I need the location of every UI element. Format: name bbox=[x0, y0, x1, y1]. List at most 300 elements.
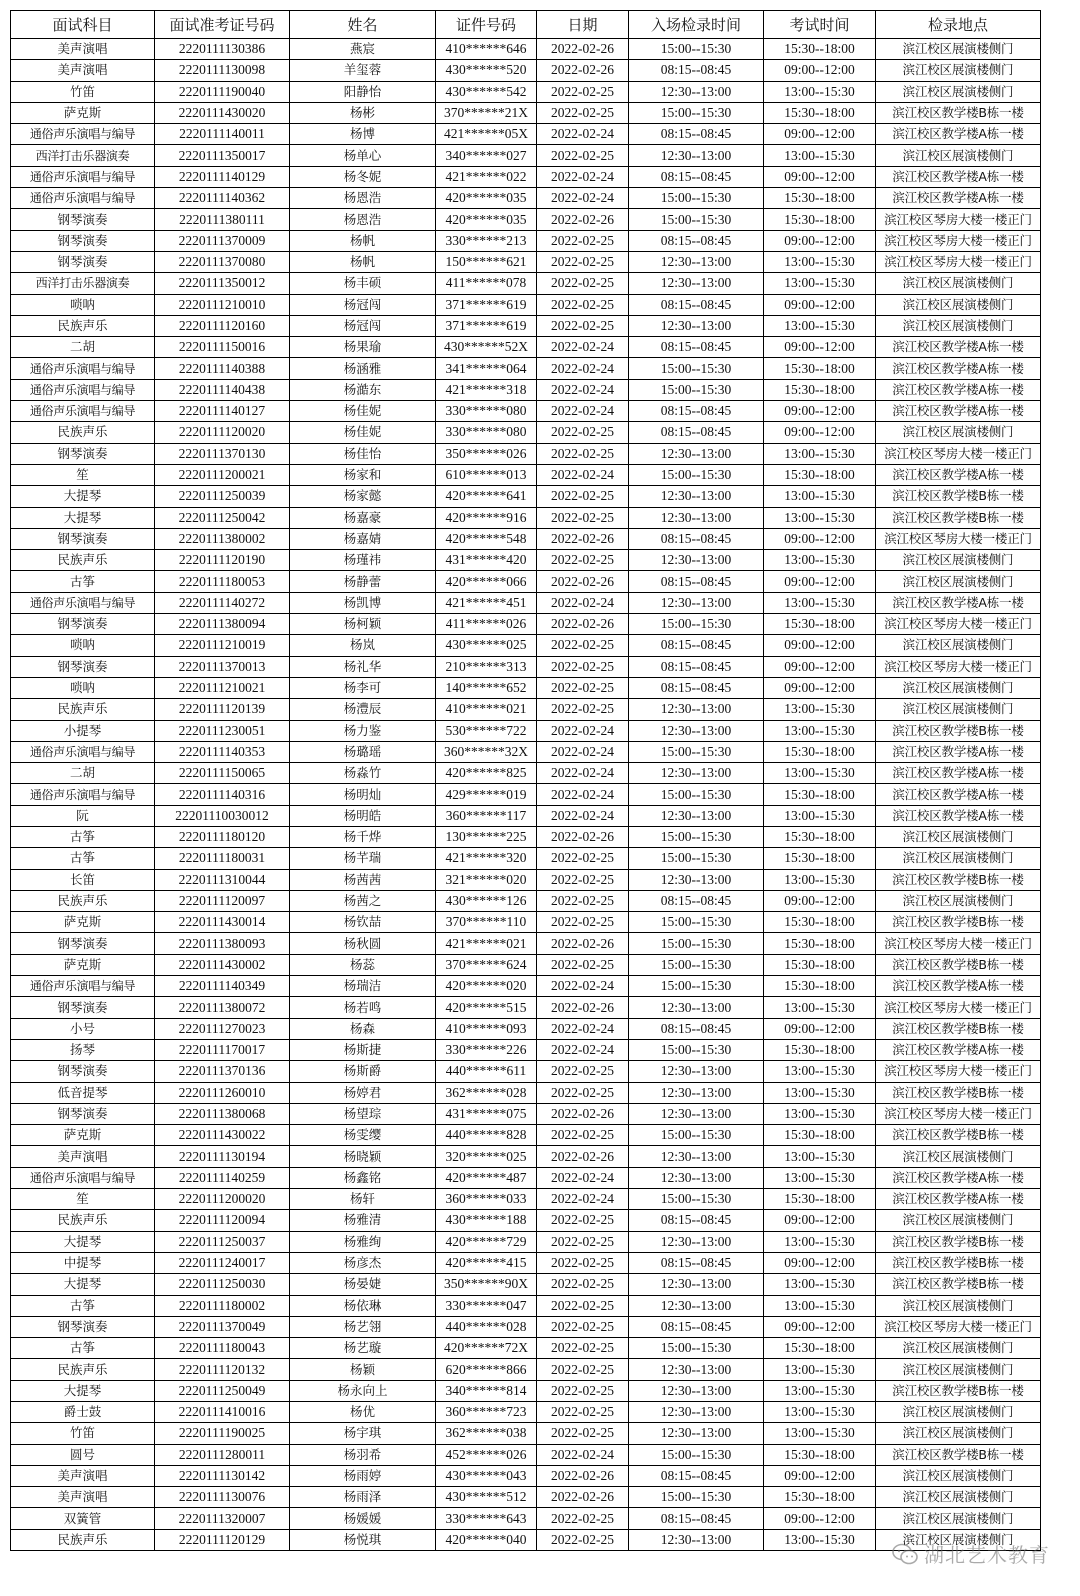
cell-exam-time: 13:00--15:30 bbox=[764, 592, 876, 613]
cell-checkin-location: 滨江校区教学楼B栋一楼 bbox=[876, 912, 1041, 933]
cell-date: 2022-02-25 bbox=[537, 1316, 629, 1337]
cell-checkin-time: 08:15--08:45 bbox=[629, 635, 764, 656]
table-row bbox=[11, 784, 1041, 805]
table-row bbox=[11, 869, 1041, 890]
cell-date: 2022-02-26 bbox=[537, 1103, 629, 1124]
cell-date: 2022-02-26 bbox=[537, 528, 629, 549]
cell-exam-time: 15:30--18:00 bbox=[764, 954, 876, 975]
cell-checkin-location: 滨江校区教学楼A栋一楼 bbox=[876, 124, 1041, 145]
cell-name: 杨冠闯 bbox=[290, 315, 436, 336]
cell-checkin-location: 滨江校区教学楼B栋一楼 bbox=[876, 102, 1041, 123]
cell-ticket-number: 2220111120094 bbox=[155, 1210, 290, 1231]
cell-id-number: 330******643 bbox=[436, 1508, 537, 1529]
cell-ticket-number: 2220111140353 bbox=[155, 741, 290, 762]
cell-checkin-time: 12:30--13:00 bbox=[629, 869, 764, 890]
cell-subject: 钢琴演奏 bbox=[11, 230, 155, 251]
cell-checkin-time: 12:30--13:00 bbox=[629, 1231, 764, 1252]
cell-subject: 美声演唱 bbox=[11, 1487, 155, 1508]
cell-subject: 民族声乐 bbox=[11, 1529, 155, 1550]
cell-exam-time: 13:00--15:30 bbox=[764, 1167, 876, 1188]
cell-date: 2022-02-25 bbox=[537, 1380, 629, 1401]
table-row bbox=[11, 1529, 1041, 1550]
cell-checkin-location: 滨江校区教学楼A栋一楼 bbox=[876, 976, 1041, 997]
cell-id-number: 330******226 bbox=[436, 1039, 537, 1060]
cell-ticket-number: 2220111370130 bbox=[155, 443, 290, 464]
cell-date: 2022-02-25 bbox=[537, 315, 629, 336]
cell-date: 2022-02-25 bbox=[537, 912, 629, 933]
table-row bbox=[11, 102, 1041, 123]
cell-subject: 古筝 bbox=[11, 848, 155, 869]
cell-checkin-location: 滨江校区琴房大楼一楼正门 bbox=[876, 443, 1041, 464]
cell-checkin-time: 15:00--15:30 bbox=[629, 1487, 764, 1508]
cell-id-number: 411******026 bbox=[436, 614, 537, 635]
cell-date: 2022-02-26 bbox=[537, 1146, 629, 1167]
cell-date: 2022-02-24 bbox=[537, 784, 629, 805]
cell-ticket-number: 2220111200020 bbox=[155, 1189, 290, 1210]
cell-checkin-location: 滨江校区展演楼侧门 bbox=[876, 1508, 1041, 1529]
cell-ticket-number: 2220111210019 bbox=[155, 635, 290, 656]
cell-name: 杨柯颖 bbox=[290, 614, 436, 635]
cell-checkin-time: 15:00--15:30 bbox=[629, 784, 764, 805]
table-row bbox=[11, 1508, 1041, 1529]
cell-id-number: 362******038 bbox=[436, 1423, 537, 1444]
cell-ticket-number: 2220111250039 bbox=[155, 486, 290, 507]
cell-checkin-location: 滨江校区教学楼B栋一楼 bbox=[876, 507, 1041, 528]
cell-ticket-number: 2220111430002 bbox=[155, 954, 290, 975]
table-row bbox=[11, 422, 1041, 443]
cell-ticket-number: 2220111150016 bbox=[155, 337, 290, 358]
cell-checkin-location: 滨江校区展演楼侧门 bbox=[876, 294, 1041, 315]
cell-id-number: 420******729 bbox=[436, 1231, 537, 1252]
cell-checkin-location: 滨江校区琴房大楼一楼正门 bbox=[876, 1316, 1041, 1337]
exam-schedule-document bbox=[10, 10, 1041, 1551]
cell-ticket-number: 2220111120132 bbox=[155, 1359, 290, 1380]
cell-name: 杨雅清 bbox=[290, 1210, 436, 1231]
header-subject: 面试科目 bbox=[11, 11, 155, 39]
cell-id-number: 440******611 bbox=[436, 1061, 537, 1082]
cell-checkin-time: 12:30--13:00 bbox=[629, 592, 764, 613]
cell-date: 2022-02-25 bbox=[537, 230, 629, 251]
cell-id-number: 410******093 bbox=[436, 1018, 537, 1039]
table-row bbox=[11, 1146, 1041, 1167]
cell-checkin-location: 滨江校区教学楼A栋一楼 bbox=[876, 805, 1041, 826]
cell-subject: 民族声乐 bbox=[11, 699, 155, 720]
cell-exam-time: 15:30--18:00 bbox=[764, 741, 876, 762]
cell-checkin-location: 滨江校区教学楼A栋一楼 bbox=[876, 337, 1041, 358]
table-row bbox=[11, 954, 1041, 975]
cell-date: 2022-02-26 bbox=[537, 39, 629, 60]
cell-id-number: 210******313 bbox=[436, 656, 537, 677]
cell-ticket-number: 2220111120139 bbox=[155, 699, 290, 720]
cell-name: 杨艺翎 bbox=[290, 1316, 436, 1337]
cell-subject: 竹笛 bbox=[11, 81, 155, 102]
cell-ticket-number: 2220111140362 bbox=[155, 188, 290, 209]
cell-subject: 通俗声乐演唱与编导 bbox=[11, 1167, 155, 1188]
cell-id-number: 430******512 bbox=[436, 1487, 537, 1508]
cell-subject: 通俗声乐演唱与编导 bbox=[11, 166, 155, 187]
cell-exam-time: 09:00--12:00 bbox=[764, 1252, 876, 1273]
cell-id-number: 340******027 bbox=[436, 145, 537, 166]
cell-subject: 大提琴 bbox=[11, 1274, 155, 1295]
cell-checkin-time: 08:15--08:45 bbox=[629, 1508, 764, 1529]
cell-checkin-time: 08:15--08:45 bbox=[629, 230, 764, 251]
table-row bbox=[11, 976, 1041, 997]
cell-name: 杨丰硕 bbox=[290, 273, 436, 294]
header-ticket-number: 面试准考证号码 bbox=[155, 11, 290, 39]
cell-checkin-location: 滨江校区琴房大楼一楼正门 bbox=[876, 209, 1041, 230]
cell-checkin-time: 15:00--15:30 bbox=[629, 464, 764, 485]
cell-checkin-time: 08:15--08:45 bbox=[629, 337, 764, 358]
cell-checkin-time: 08:15--08:45 bbox=[629, 422, 764, 443]
cell-subject: 钢琴演奏 bbox=[11, 997, 155, 1018]
cell-id-number: 420******020 bbox=[436, 976, 537, 997]
cell-date: 2022-02-25 bbox=[537, 1231, 629, 1252]
cell-id-number: 320******025 bbox=[436, 1146, 537, 1167]
cell-ticket-number: 2220111320007 bbox=[155, 1508, 290, 1529]
cell-checkin-location: 滨江校区展演楼侧门 bbox=[876, 1402, 1041, 1423]
cell-checkin-time: 08:15--08:45 bbox=[629, 1252, 764, 1273]
cell-subject: 西洋打击乐器演奏 bbox=[11, 145, 155, 166]
cell-ticket-number: 2220111180043 bbox=[155, 1338, 290, 1359]
cell-subject: 通俗声乐演唱与编导 bbox=[11, 592, 155, 613]
cell-exam-time: 13:00--15:30 bbox=[764, 720, 876, 741]
cell-checkin-location: 滨江校区展演楼侧门 bbox=[876, 550, 1041, 571]
cell-checkin-location: 滨江校区展演楼侧门 bbox=[876, 1529, 1041, 1550]
cell-ticket-number: 2220111430020 bbox=[155, 102, 290, 123]
cell-checkin-location: 滨江校区教学楼B栋一楼 bbox=[876, 1231, 1041, 1252]
cell-name: 燕宸 bbox=[290, 39, 436, 60]
cell-checkin-location: 滨江校区展演楼侧门 bbox=[876, 1487, 1041, 1508]
cell-name: 杨礼华 bbox=[290, 656, 436, 677]
cell-date: 2022-02-25 bbox=[537, 273, 629, 294]
cell-date: 2022-02-26 bbox=[537, 209, 629, 230]
cell-subject: 竹笛 bbox=[11, 1423, 155, 1444]
cell-ticket-number: 2220111140316 bbox=[155, 784, 290, 805]
cell-subject: 通俗声乐演唱与编导 bbox=[11, 379, 155, 400]
cell-exam-time: 13:00--15:30 bbox=[764, 550, 876, 571]
cell-subject: 通俗声乐演唱与编导 bbox=[11, 784, 155, 805]
cell-subject: 唢呐 bbox=[11, 677, 155, 698]
cell-name: 杨瑾祎 bbox=[290, 550, 436, 571]
table-row bbox=[11, 1039, 1041, 1060]
cell-date: 2022-02-25 bbox=[537, 1252, 629, 1273]
cell-checkin-time: 08:15--08:45 bbox=[629, 166, 764, 187]
table-row bbox=[11, 635, 1041, 656]
cell-name: 杨恩浩 bbox=[290, 188, 436, 209]
cell-date: 2022-02-24 bbox=[537, 720, 629, 741]
cell-checkin-time: 12:30--13:00 bbox=[629, 81, 764, 102]
cell-checkin-location: 滨江校区教学楼A栋一楼 bbox=[876, 464, 1041, 485]
table-row bbox=[11, 230, 1041, 251]
cell-checkin-location: 滨江校区展演楼侧门 bbox=[876, 699, 1041, 720]
cell-exam-time: 15:30--18:00 bbox=[764, 826, 876, 847]
cell-date: 2022-02-26 bbox=[537, 60, 629, 81]
cell-checkin-location: 滨江校区琴房大楼一楼正门 bbox=[876, 230, 1041, 251]
cell-ticket-number: 2220111250030 bbox=[155, 1274, 290, 1295]
cell-checkin-location: 滨江校区教学楼B栋一楼 bbox=[876, 1018, 1041, 1039]
cell-ticket-number: 2220111250042 bbox=[155, 507, 290, 528]
cell-subject: 美声演唱 bbox=[11, 1146, 155, 1167]
cell-checkin-time: 12:30--13:00 bbox=[629, 550, 764, 571]
table-row bbox=[11, 997, 1041, 1018]
cell-checkin-time: 08:15--08:45 bbox=[629, 656, 764, 677]
cell-exam-time: 15:30--18:00 bbox=[764, 976, 876, 997]
cell-id-number: 421******021 bbox=[436, 933, 537, 954]
cell-date: 2022-02-26 bbox=[537, 571, 629, 592]
cell-name: 杨岚 bbox=[290, 635, 436, 656]
cell-subject: 通俗声乐演唱与编导 bbox=[11, 188, 155, 209]
cell-exam-time: 13:00--15:30 bbox=[764, 997, 876, 1018]
table-row bbox=[11, 528, 1041, 549]
cell-exam-time: 09:00--12:00 bbox=[764, 294, 876, 315]
cell-date: 2022-02-24 bbox=[537, 741, 629, 762]
cell-name: 羊玺蓉 bbox=[290, 60, 436, 81]
cell-exam-time: 15:30--18:00 bbox=[764, 379, 876, 400]
cell-exam-time: 13:00--15:30 bbox=[764, 1061, 876, 1082]
cell-name: 杨羽希 bbox=[290, 1444, 436, 1465]
cell-checkin-time: 15:00--15:30 bbox=[629, 933, 764, 954]
cell-ticket-number: 2220111140388 bbox=[155, 358, 290, 379]
cell-exam-time: 09:00--12:00 bbox=[764, 337, 876, 358]
cell-name: 杨嘉豪 bbox=[290, 507, 436, 528]
cell-exam-time: 09:00--12:00 bbox=[764, 528, 876, 549]
cell-name: 杨千烨 bbox=[290, 826, 436, 847]
cell-checkin-location: 滨江校区展演楼侧门 bbox=[876, 1146, 1041, 1167]
cell-date: 2022-02-25 bbox=[537, 145, 629, 166]
cell-subject: 钢琴演奏 bbox=[11, 656, 155, 677]
table-row bbox=[11, 848, 1041, 869]
cell-date: 2022-02-25 bbox=[537, 1402, 629, 1423]
cell-checkin-location: 滨江校区教学楼B栋一楼 bbox=[876, 1082, 1041, 1103]
table-row bbox=[11, 1167, 1041, 1188]
cell-checkin-location: 滨江校区展演楼侧门 bbox=[876, 1338, 1041, 1359]
cell-date: 2022-02-25 bbox=[537, 294, 629, 315]
cell-date: 2022-02-26 bbox=[537, 1487, 629, 1508]
cell-checkin-location: 滨江校区展演楼侧门 bbox=[876, 145, 1041, 166]
cell-subject: 大提琴 bbox=[11, 486, 155, 507]
cell-checkin-location: 滨江校区教学楼B栋一楼 bbox=[876, 1380, 1041, 1401]
cell-checkin-location: 滨江校区教学楼B栋一楼 bbox=[876, 1274, 1041, 1295]
cell-checkin-time: 08:15--08:45 bbox=[629, 1210, 764, 1231]
cell-checkin-time: 15:00--15:30 bbox=[629, 1189, 764, 1210]
cell-checkin-location: 滨江校区展演楼侧门 bbox=[876, 677, 1041, 698]
cell-checkin-time: 15:00--15:30 bbox=[629, 209, 764, 230]
cell-subject: 萨克斯 bbox=[11, 912, 155, 933]
cell-id-number: 452******026 bbox=[436, 1444, 537, 1465]
cell-checkin-time: 08:15--08:45 bbox=[629, 401, 764, 422]
cell-name: 杨帆 bbox=[290, 230, 436, 251]
cell-subject: 美声演唱 bbox=[11, 39, 155, 60]
header-checkin-time: 入场检录时间 bbox=[629, 11, 764, 39]
cell-id-number: 430******542 bbox=[436, 81, 537, 102]
table-row bbox=[11, 60, 1041, 81]
cell-ticket-number: 2220111130142 bbox=[155, 1465, 290, 1486]
table-row bbox=[11, 1103, 1041, 1124]
cell-checkin-location: 滨江校区教学楼A栋一楼 bbox=[876, 379, 1041, 400]
cell-exam-time: 13:00--15:30 bbox=[764, 145, 876, 166]
table-row bbox=[11, 805, 1041, 826]
cell-name: 杨彬 bbox=[290, 102, 436, 123]
table-row bbox=[11, 188, 1041, 209]
cell-ticket-number: 2220111230051 bbox=[155, 720, 290, 741]
cell-name: 杨家和 bbox=[290, 464, 436, 485]
cell-subject: 笙 bbox=[11, 1189, 155, 1210]
cell-checkin-time: 12:30--13:00 bbox=[629, 763, 764, 784]
cell-checkin-location: 滨江校区琴房大楼一楼正门 bbox=[876, 614, 1041, 635]
table-row bbox=[11, 1061, 1041, 1082]
cell-subject: 爵士鼓 bbox=[11, 1402, 155, 1423]
cell-date: 2022-02-25 bbox=[537, 954, 629, 975]
cell-checkin-location: 滨江校区琴房大楼一楼正门 bbox=[876, 656, 1041, 677]
table-row bbox=[11, 1402, 1041, 1423]
cell-ticket-number: 2220111170017 bbox=[155, 1039, 290, 1060]
cell-name: 杨明灿 bbox=[290, 784, 436, 805]
cell-ticket-number: 2220111380093 bbox=[155, 933, 290, 954]
cell-id-number: 410******646 bbox=[436, 39, 537, 60]
cell-checkin-time: 12:30--13:00 bbox=[629, 1274, 764, 1295]
cell-subject: 古筝 bbox=[11, 826, 155, 847]
cell-subject: 大提琴 bbox=[11, 1380, 155, 1401]
cell-date: 2022-02-24 bbox=[537, 337, 629, 358]
cell-id-number: 371******619 bbox=[436, 294, 537, 315]
table-row bbox=[11, 315, 1041, 336]
cell-exam-time: 09:00--12:00 bbox=[764, 401, 876, 422]
cell-date: 2022-02-24 bbox=[537, 1039, 629, 1060]
cell-name: 杨佳妮 bbox=[290, 401, 436, 422]
cell-name: 杨恩浩 bbox=[290, 209, 436, 230]
table-row bbox=[11, 145, 1041, 166]
cell-name: 杨果瑜 bbox=[290, 337, 436, 358]
cell-id-number: 420******916 bbox=[436, 507, 537, 528]
cell-id-number: 370******110 bbox=[436, 912, 537, 933]
cell-checkin-time: 12:30--13:00 bbox=[629, 145, 764, 166]
cell-date: 2022-02-24 bbox=[537, 976, 629, 997]
cell-exam-time: 09:00--12:00 bbox=[764, 1018, 876, 1039]
cell-exam-time: 09:00--12:00 bbox=[764, 422, 876, 443]
cell-date: 2022-02-25 bbox=[537, 1274, 629, 1295]
cell-ticket-number: 2220111140259 bbox=[155, 1167, 290, 1188]
watermark-text: 湖北艺术教育 bbox=[924, 1543, 1050, 1567]
cell-date: 2022-02-25 bbox=[537, 1338, 629, 1359]
cell-subject: 双簧管 bbox=[11, 1508, 155, 1529]
cell-id-number: 341******064 bbox=[436, 358, 537, 379]
cell-exam-time: 13:00--15:30 bbox=[764, 1082, 876, 1103]
cell-subject: 扬琴 bbox=[11, 1039, 155, 1060]
cell-date: 2022-02-25 bbox=[537, 251, 629, 272]
cell-ticket-number: 2220111140438 bbox=[155, 379, 290, 400]
cell-date: 2022-02-24 bbox=[537, 124, 629, 145]
cell-exam-time: 09:00--12:00 bbox=[764, 230, 876, 251]
cell-exam-time: 13:00--15:30 bbox=[764, 486, 876, 507]
cell-checkin-time: 12:30--13:00 bbox=[629, 507, 764, 528]
cell-checkin-time: 15:00--15:30 bbox=[629, 1444, 764, 1465]
cell-name: 杨冠闯 bbox=[290, 294, 436, 315]
cell-ticket-number: 2220111250037 bbox=[155, 1231, 290, 1252]
cell-date: 2022-02-25 bbox=[537, 1061, 629, 1082]
cell-date: 2022-02-25 bbox=[537, 486, 629, 507]
table-row bbox=[11, 464, 1041, 485]
table-row bbox=[11, 1316, 1041, 1337]
cell-name: 阳静怡 bbox=[290, 81, 436, 102]
cell-checkin-location: 滨江校区教学楼B栋一楼 bbox=[876, 720, 1041, 741]
cell-exam-time: 13:00--15:30 bbox=[764, 1295, 876, 1316]
cell-id-number: 420******72X bbox=[436, 1338, 537, 1359]
cell-exam-time: 15:30--18:00 bbox=[764, 1039, 876, 1060]
cell-date: 2022-02-26 bbox=[537, 826, 629, 847]
cell-checkin-location: 滨江校区教学楼B栋一楼 bbox=[876, 954, 1041, 975]
exam-schedule-table bbox=[10, 10, 1041, 1551]
cell-exam-time: 13:00--15:30 bbox=[764, 1231, 876, 1252]
cell-name: 杨瑞洁 bbox=[290, 976, 436, 997]
cell-subject: 民族声乐 bbox=[11, 550, 155, 571]
cell-id-number: 620******866 bbox=[436, 1359, 537, 1380]
cell-checkin-time: 15:00--15:30 bbox=[629, 1338, 764, 1359]
cell-name: 杨森 bbox=[290, 1018, 436, 1039]
cell-ticket-number: 2220111380068 bbox=[155, 1103, 290, 1124]
cell-checkin-time: 12:30--13:00 bbox=[629, 699, 764, 720]
cell-subject: 萨克斯 bbox=[11, 102, 155, 123]
cell-checkin-time: 08:15--08:45 bbox=[629, 60, 764, 81]
cell-name: 杨依琳 bbox=[290, 1295, 436, 1316]
cell-id-number: 420******825 bbox=[436, 763, 537, 784]
cell-ticket-number: 2220111370009 bbox=[155, 230, 290, 251]
table-row bbox=[11, 251, 1041, 272]
table-row bbox=[11, 1210, 1041, 1231]
table-row bbox=[11, 166, 1041, 187]
cell-ticket-number: 2220111410016 bbox=[155, 1402, 290, 1423]
cell-date: 2022-02-26 bbox=[537, 614, 629, 635]
table-row bbox=[11, 912, 1041, 933]
cell-name: 杨雯缨 bbox=[290, 1125, 436, 1146]
cell-exam-time: 13:00--15:30 bbox=[764, 443, 876, 464]
cell-name: 杨若鸣 bbox=[290, 997, 436, 1018]
cell-exam-time: 13:00--15:30 bbox=[764, 1423, 876, 1444]
cell-name: 杨斯爵 bbox=[290, 1061, 436, 1082]
cell-id-number: 420******040 bbox=[436, 1529, 537, 1550]
cell-checkin-location: 滨江校区琴房大楼一楼正门 bbox=[876, 1103, 1041, 1124]
header-id-number: 证件号码 bbox=[436, 11, 537, 39]
table-row bbox=[11, 1231, 1041, 1252]
cell-date: 2022-02-25 bbox=[537, 1423, 629, 1444]
cell-checkin-location: 滨江校区教学楼A栋一楼 bbox=[876, 1189, 1041, 1210]
cell-exam-time: 13:00--15:30 bbox=[764, 763, 876, 784]
cell-name: 杨钦喆 bbox=[290, 912, 436, 933]
cell-exam-time: 09:00--12:00 bbox=[764, 1210, 876, 1231]
cell-checkin-time: 15:00--15:30 bbox=[629, 826, 764, 847]
cell-subject: 民族声乐 bbox=[11, 890, 155, 911]
cell-subject: 大提琴 bbox=[11, 1231, 155, 1252]
cell-checkin-time: 15:00--15:30 bbox=[629, 614, 764, 635]
cell-checkin-location: 滨江校区琴房大楼一楼正门 bbox=[876, 997, 1041, 1018]
cell-checkin-time: 12:30--13:00 bbox=[629, 443, 764, 464]
cell-checkin-location: 滨江校区教学楼A栋一楼 bbox=[876, 188, 1041, 209]
cell-date: 2022-02-24 bbox=[537, 166, 629, 187]
cell-checkin-location: 滨江校区展演楼侧门 bbox=[876, 81, 1041, 102]
cell-ticket-number: 2220111130194 bbox=[155, 1146, 290, 1167]
cell-id-number: 530******722 bbox=[436, 720, 537, 741]
cell-checkin-location: 滨江校区教学楼A栋一楼 bbox=[876, 592, 1041, 613]
cell-checkin-location: 滨江校区展演楼侧门 bbox=[876, 890, 1041, 911]
cell-name: 杨秋圆 bbox=[290, 933, 436, 954]
cell-name: 杨冬妮 bbox=[290, 166, 436, 187]
cell-name: 杨涵雅 bbox=[290, 358, 436, 379]
cell-ticket-number: 2220111120129 bbox=[155, 1529, 290, 1550]
cell-date: 2022-02-25 bbox=[537, 507, 629, 528]
table-row bbox=[11, 124, 1041, 145]
cell-exam-time: 13:00--15:30 bbox=[764, 81, 876, 102]
cell-name: 杨斯捷 bbox=[290, 1039, 436, 1060]
cell-id-number: 420******066 bbox=[436, 571, 537, 592]
